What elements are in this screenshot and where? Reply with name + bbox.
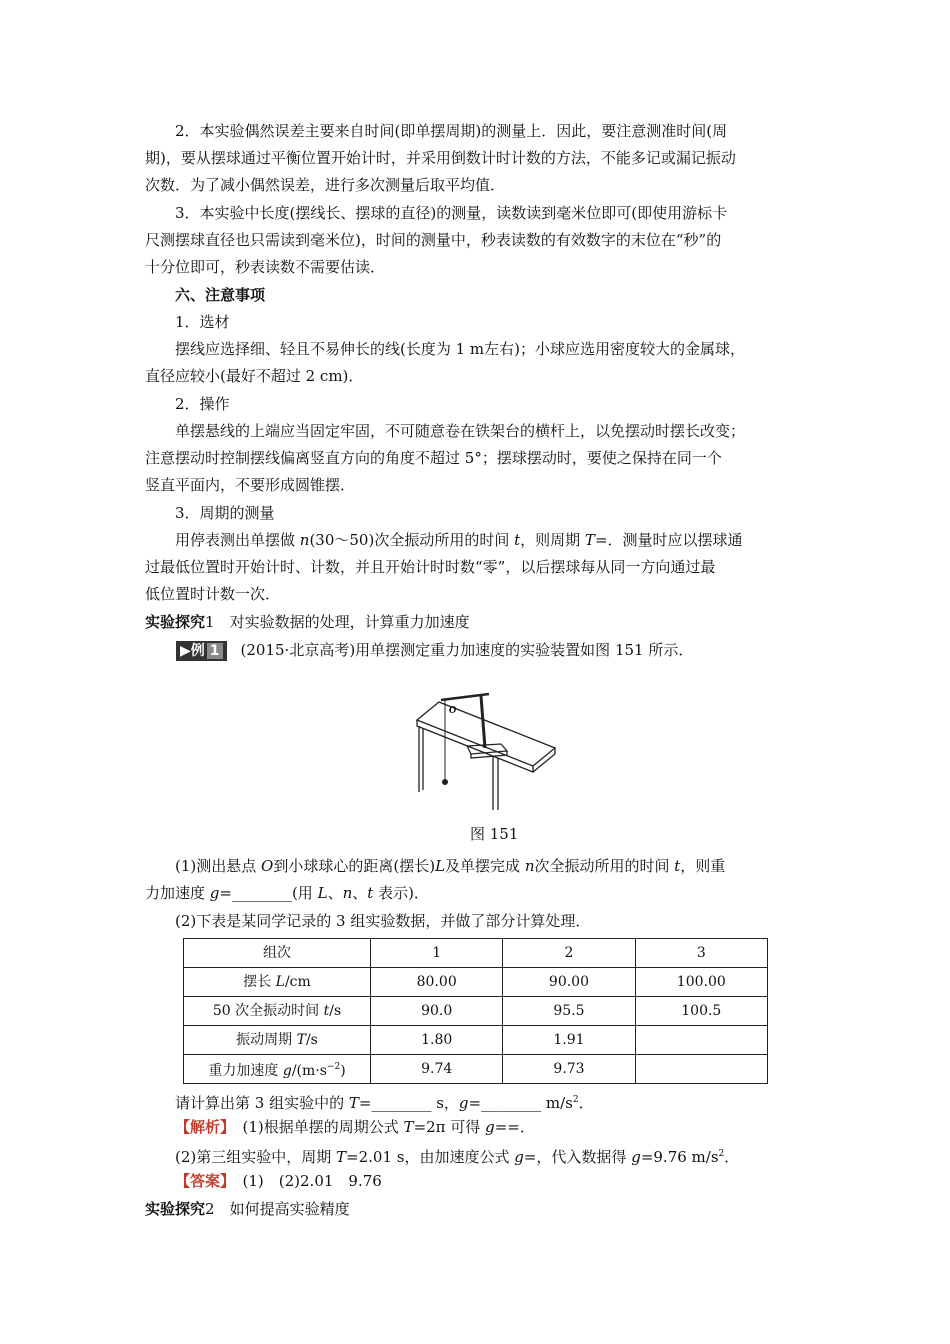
text-run: 50 次全振动时间 [212,1003,324,1019]
answer-text: (1) (2)2.01 9.76 [227,1172,382,1190]
triangle-icon: ▶ [180,643,191,659]
variable: g [631,1148,641,1166]
answer-label: 【答案】 [175,1172,228,1190]
text-run: =2π 可得 [413,1118,486,1136]
text-run: ==． [494,1118,535,1136]
variable: n [299,531,310,549]
question-1-line-1 [175,853,835,880]
table-header-cell: 3 [635,939,767,968]
answer-blank: =________ s， [358,1094,459,1112]
text-run: 、 [352,884,368,902]
variable: L [435,857,446,875]
answer-line [175,1168,835,1195]
text-run: ． [724,1148,740,1166]
inquiry-number: 1 [205,613,215,631]
subheading: 3．周期的测量 [175,504,275,522]
table-side [533,748,555,772]
paragraph-line: 十分位即可，秒表读数不需要估读． [145,258,386,276]
text-run: (2)第三组实验中，周期 [175,1148,337,1166]
table-cell: 1.91 [503,1026,635,1055]
variable: L [275,974,285,990]
inquiry-label: 实验探究 [145,613,206,631]
text-run: =9.76 m/s [640,1148,719,1166]
text-run: /cm [284,974,311,990]
apparatus-drawing [417,694,555,810]
text-run: (1)测出悬点 [175,857,262,875]
variable: g [282,1063,292,1079]
analysis-line-1 [175,1114,835,1141]
text-run: 摆长 [243,974,276,990]
text-run: /s [305,1032,318,1048]
stand-rod [481,696,485,748]
text-run: (30～50)次全振动所用的时间 [309,531,515,549]
text-run: 用停表测出单摆做 [175,531,300,549]
variable: g [485,1118,495,1136]
section-heading: 六、注意事项 [175,286,266,304]
table-cell: 9.73 [503,1055,635,1084]
text-run: 次全振动所用的时间 [534,857,675,875]
row-label [184,997,371,1026]
inquiry-title: 如何提高实验精度 [214,1200,350,1218]
text-run: (1)根据单摆的周期公式 [227,1118,404,1136]
table-cell: 1.80 [371,1026,503,1055]
question-1-line-2 [145,880,805,907]
variable: T [348,1094,359,1112]
paragraph-line: 过最低位置时开始计时、计数，并且开始计时时数“零”，以后摆球每从同一方向通过最 [145,558,716,576]
table-cell-empty [635,1026,767,1055]
text-run: ，则周期 [520,531,585,549]
paragraph-line: 低位置时计数一次． [145,585,281,603]
variable: n [524,857,535,875]
table-header-cell: 2 [503,939,635,968]
answer-blank: =________(用 [219,884,318,902]
text-run: /(m·s [291,1063,327,1079]
question-2-line: (2)下表是某同学记录的 3 组实验数据，并做了部分计算处理． [175,912,591,930]
table-cell: 100.00 [635,968,767,997]
paragraph-line: 次数．为了减小偶然误差，进行多次测量后取平均值． [145,176,506,194]
superscript: 2 [572,1095,579,1105]
paragraph-line: 2．本实验偶然误差主要来自时间(即单摆周期)的测量上．因此，要注意测准时间(周 [175,122,728,140]
table-row [184,968,768,997]
table-cell: 80.00 [371,968,503,997]
subheading: 2．操作 [175,395,230,413]
pendulum-bob [442,779,448,785]
text-run: /s [329,1003,342,1019]
table-cell: 9.74 [371,1055,503,1084]
paragraph-line: 单摆悬线的上端应当固定牢固，不可随意卷在铁架台的横杆上，以免摆动时摆长改变； [175,422,746,440]
row-label [184,968,371,997]
example-tag [176,641,227,661]
inquiry-number: 2 [205,1200,215,1218]
text-run: =2.01 s，由加速度公式 [346,1148,515,1166]
inquiry-title: 对实验数据的处理，计算重力加速度 [214,613,470,631]
paragraph-line: 直径应较小(最好不超过 2 cm)． [145,367,364,385]
table-header-row [184,939,768,968]
text-run: 力加速度 [145,884,210,902]
example-text: (2015·北京高考)用单摆测定重力加速度的实验装置如图 151 所示． [240,641,694,659]
variable: L [317,884,328,902]
question-3-line [175,1087,835,1117]
figure-caption: 图 151 [470,825,519,843]
stand-base [467,744,507,754]
example-tag-number: 1 [207,643,223,659]
text-run: =．测量时应以摆球通 [594,531,743,549]
table-header-cell: 1 [371,939,503,968]
paragraph-line: 3．本实验中长度(摆线长、摆球的直径)的测量，读数读到毫米位即可(即使用游标卡 [175,204,728,222]
table-row [184,997,768,1026]
text-run: ． [578,1094,594,1112]
variable: g [514,1148,524,1166]
variable: g [458,1094,469,1112]
text-run: =，代入数据得 [523,1148,632,1166]
paragraph-line: 注意摆动时控制摆线偏离竖直方向的角度不超过 5°；摆球摆动时，要使之保持在同一个 [145,449,722,467]
paragraph-line [175,527,835,554]
variable: T [403,1118,414,1136]
table-row [184,1026,768,1055]
row-label [184,1055,371,1084]
variable: T [296,1032,306,1048]
variable: t [674,857,681,875]
text-run: 请计算出第 3 组实验中的 [175,1094,349,1112]
table-cell: 100.5 [635,997,767,1026]
table-cell: 90.0 [371,997,503,1026]
paragraph-line: 期)，要从摆球通过平衡位置开始计时，并采用倒数计时计数的方法，不能多记或漏记振动 [145,149,736,167]
variable: t [514,531,521,549]
paragraph-line: 摆线应选择细、轻且不易伸长的线(长度为 1 m左右)；小球应选用密度较大的金属球， [175,340,746,358]
pivot-label-O: O [449,705,457,716]
text-run: ，则重 [680,857,726,875]
example-tag-label: 例 [190,643,205,659]
superscript: 2 [718,1149,725,1159]
table-leg [419,726,423,792]
text-run: ) [340,1063,346,1079]
experiment-data-table [183,938,768,1084]
table-header-cell: 组次 [184,939,371,968]
example-line [176,637,836,664]
analysis-line-2 [175,1141,835,1171]
table-row [184,1055,768,1084]
variable: T [336,1148,347,1166]
variable: n [342,884,353,902]
text-run: 、 [327,884,343,902]
text-run: 重力加速度 [208,1063,283,1079]
text-run: 到小球球心的距离(摆长) [273,857,436,875]
variable: T [584,531,595,549]
text-run: 表示)． [373,884,429,902]
table-cell-empty [635,1055,767,1084]
answer-blank: =________ m/s [468,1094,573,1112]
inquiry-heading-2 [145,1196,805,1223]
table-leg [493,756,498,810]
superscript: −2 [326,1062,341,1072]
paragraph-line: 尺测摆球直径也只需读到毫米位)，时间的测量中，秒表读数的有效数字的末位在“秒”的 [145,231,722,249]
table-cell: 95.5 [503,997,635,1026]
paragraph-line: 竖直平面内，不要形成圆锥摆． [145,476,356,494]
inquiry-heading-1 [145,609,805,636]
row-label [184,1026,371,1055]
variable: t [323,1003,330,1019]
subheading: 1．选材 [175,313,230,331]
variable: t [367,884,374,902]
variable: O [261,857,274,875]
table-cell: 90.00 [503,968,635,997]
pendulum-apparatus-figure [415,688,560,810]
text-run: 及单摆完成 [445,857,525,875]
inquiry-label: 实验探究 [145,1200,206,1218]
variable: g [209,884,220,902]
analysis-label: 【解析】 [175,1118,228,1136]
text-run: 振动周期 [236,1032,297,1048]
